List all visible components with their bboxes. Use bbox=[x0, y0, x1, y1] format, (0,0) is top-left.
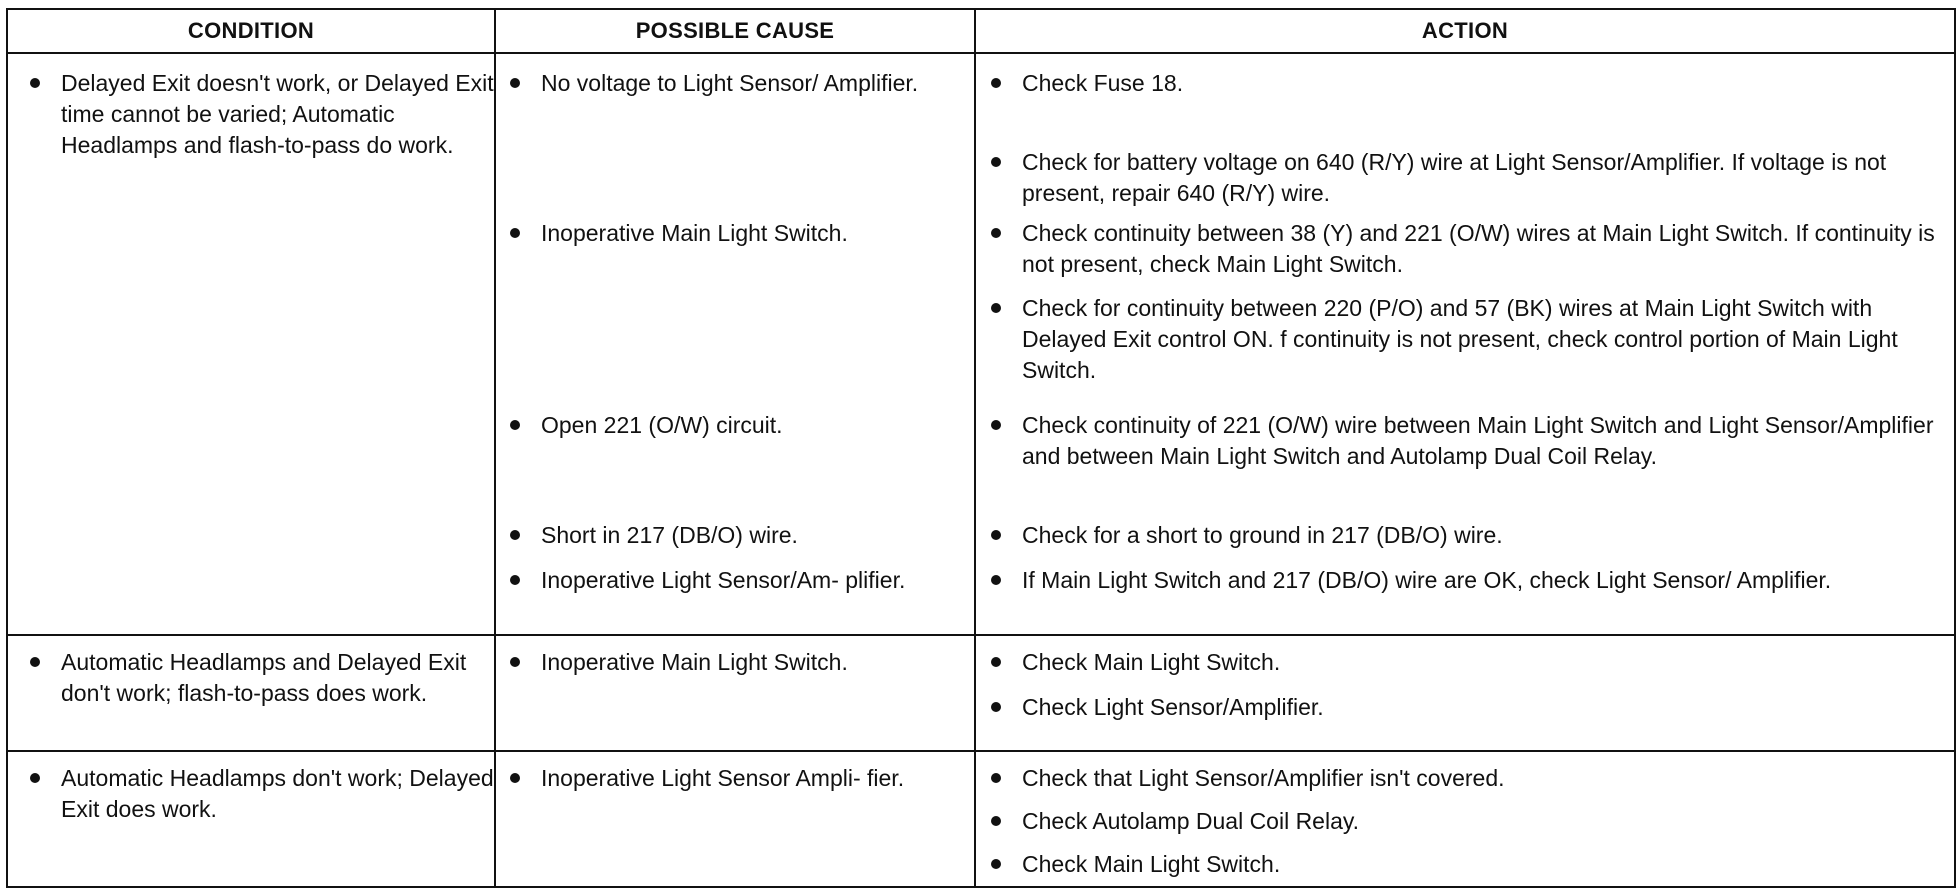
action-item: Check for a short to ground in 217 (DB/O) wire. bbox=[985, 520, 1950, 551]
condition-cell: Delayed Exit doesn't work, or Delayed Exit time cannot be varied; Automatic Headlamps and flash-to-pass do work. bbox=[24, 68, 494, 161]
cause-item: No voltage to Light Sensor/ Amplifier. bbox=[504, 68, 974, 99]
row-divider bbox=[8, 634, 1954, 636]
column-divider bbox=[974, 10, 976, 886]
column-divider bbox=[494, 10, 496, 886]
cause-item: Inoperative Main Light Switch. bbox=[504, 647, 974, 678]
cause-item: Short in 217 (DB/O) wire. bbox=[504, 520, 974, 551]
cause-item: Open 221 (O/W) circuit. bbox=[504, 410, 974, 441]
troubleshooting-table bbox=[6, 8, 1956, 888]
condition-cell: Automatic Headlamps and Delayed Exit don't work; flash-to-pass does work. bbox=[24, 647, 494, 709]
cause-item: Inoperative Main Light Switch. bbox=[504, 218, 974, 249]
header-condition: CONDITION bbox=[187, 18, 315, 43]
row-divider bbox=[8, 750, 1954, 752]
action-item: Check Main Light Switch. bbox=[985, 849, 1950, 880]
cause-item: Inoperative Light Sensor/Am- plifier. bbox=[504, 565, 974, 596]
action-item: Check continuity between 38 (Y) and 221 (O/W) wires at Main Light Switch. If continuity is not present, check Main Light Switch. bbox=[985, 218, 1950, 280]
header-action: ACTION bbox=[1421, 18, 1509, 43]
action-item: Check that Light Sensor/Amplifier isn't covered. bbox=[985, 763, 1950, 794]
action-item: Check Autolamp Dual Coil Relay. bbox=[985, 806, 1950, 837]
action-item: Check for battery voltage on 640 (R/Y) wire at Light Sensor/Amplifier. If voltage is not present, repair 640 (R/Y) wire. bbox=[985, 147, 1950, 209]
cause-item: Inoperative Light Sensor Ampli- fier. bbox=[504, 763, 974, 794]
action-item: Check Main Light Switch. bbox=[985, 647, 1950, 678]
action-item: Check Light Sensor/Amplifier. bbox=[985, 692, 1950, 723]
condition-cell: Automatic Headlamps don't work; Delayed Exit does work. bbox=[24, 763, 494, 825]
header-possible-cause: POSSIBLE CAUSE bbox=[635, 18, 835, 43]
action-item: Check continuity of 221 (O/W) wire between Main Light Switch and Light Sensor/Amplifier and between Main Light Switch and Autolamp Dual Coil Relay. bbox=[985, 410, 1950, 472]
action-item: If Main Light Switch and 217 (DB/O) wire are OK, check Light Sensor/ Amplifier. bbox=[985, 565, 1950, 596]
action-item: Check Fuse 18. bbox=[985, 68, 1950, 99]
action-item: Check for continuity between 220 (P/O) and 57 (BK) wires at Main Light Switch with Delayed Exit control ON. f continuity is not present, check control portion of Main Light Switch. bbox=[985, 293, 1950, 386]
header-divider bbox=[8, 52, 1954, 54]
